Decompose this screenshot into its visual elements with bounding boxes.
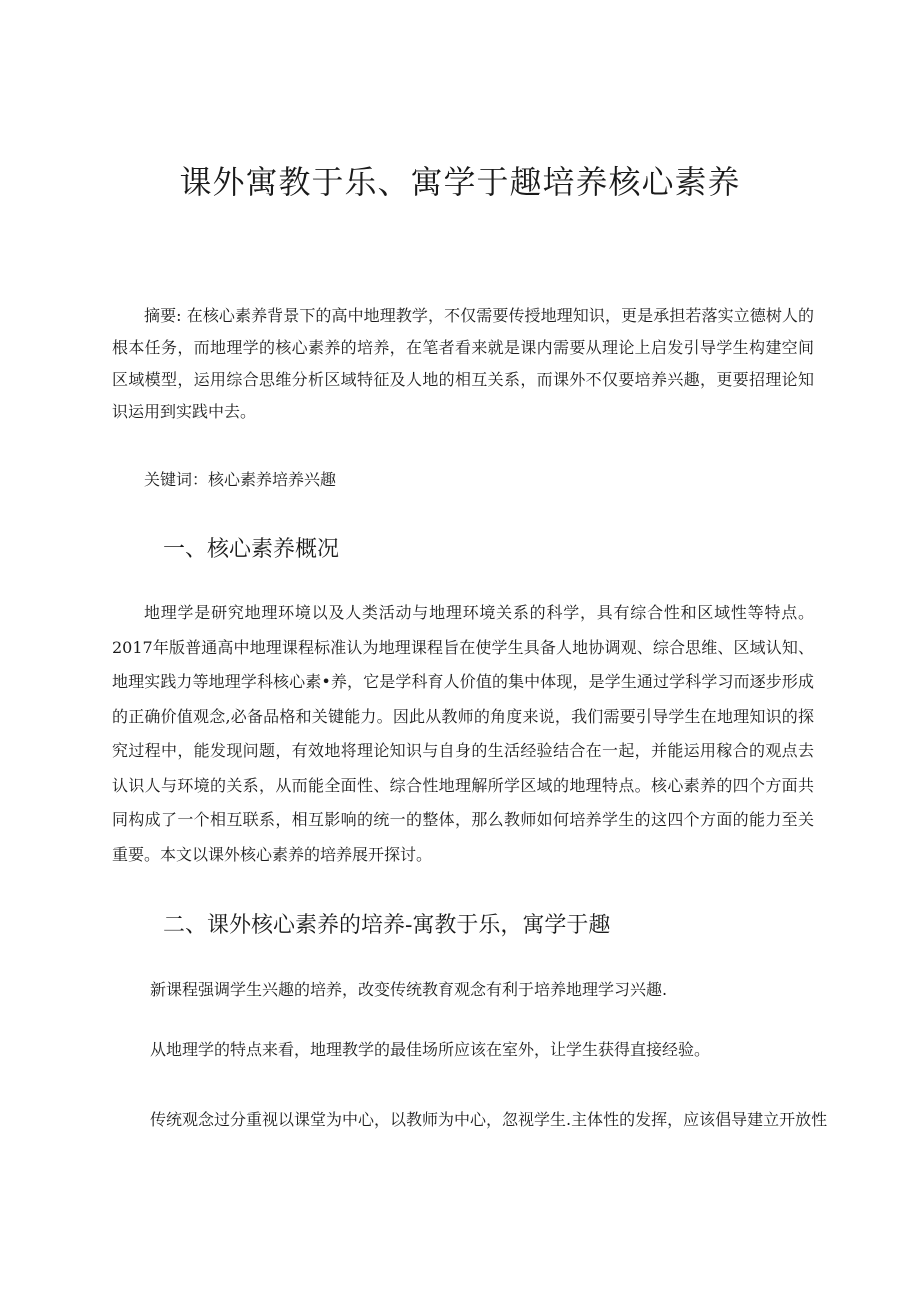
section-1-paragraph: 地理学是研究地理环境以及人类活动与地理环境关系的科学，具有综合性和区域性等特点。2017年版普通高中地理课程标准认为地理课程旨在使学生具备人地协调观、综合思维、区域认知、地理实践力等地理学科核心素•养，它是学科育人价值的集中体现，是学生通过学科学习而逐步形成的正确价值观念,必备品格和关键能力。因此从教师的角度来说，我们需要引导学生在地理知识的探究过程中，能发现问题，有效地将理论知识与自身的生活经验结合在一起，并能运用稼合的观点去认识人与环境的关系，从而能全面性、综合性地理解所学区域的地理特点。核心素养的四个方面共同构成了一个相互联系，相互影响的统一的整体，那么教师如何培养学生的这四个方面的能力至关重要。本文以课外核心素养的培养展开探讨。: [112, 603, 814, 864]
section-1-heading: 一、核心素养概况: [163, 537, 340, 562]
section-2-line-3: 传统观念过分重视以课堂为中心，以教师为中心，忽视学生.主体性的发挥，应该倡导建立开放性: [150, 1110, 828, 1129]
section-2-line-2: 从地理学的特点来看，地理教学的最佳场所应该在室外，让学生获得直接经验。: [150, 1040, 711, 1059]
section-2-heading: 二、课外核心素养的培养-寓教于乐，寓学于趣: [163, 913, 611, 938]
document-title: 课外寓教于乐、寓学于趣培养核心素养: [179, 163, 741, 201]
abstract-paragraph: 摘要: 在核心素养背景下的高中地理教学，不仅需要传授地理知识，更是承担若落实立德树人的根本任务，而地理学的核心素养的培养，在笔者看来就是课内需要从理论上启发引导学生构建空间区域模型，运用综合思维分析区域特征及人地的相互关系，而课外不仅要培养兴趣，更要招理论知识运用到实践中去。: [112, 306, 814, 421]
keywords-line: 关键词：核心素养培养兴趣: [144, 470, 337, 489]
section-2-line-1: 新课程强调学生兴趣的培养，改变传统教育观念有利于培养地理学习兴趣.: [150, 980, 668, 999]
